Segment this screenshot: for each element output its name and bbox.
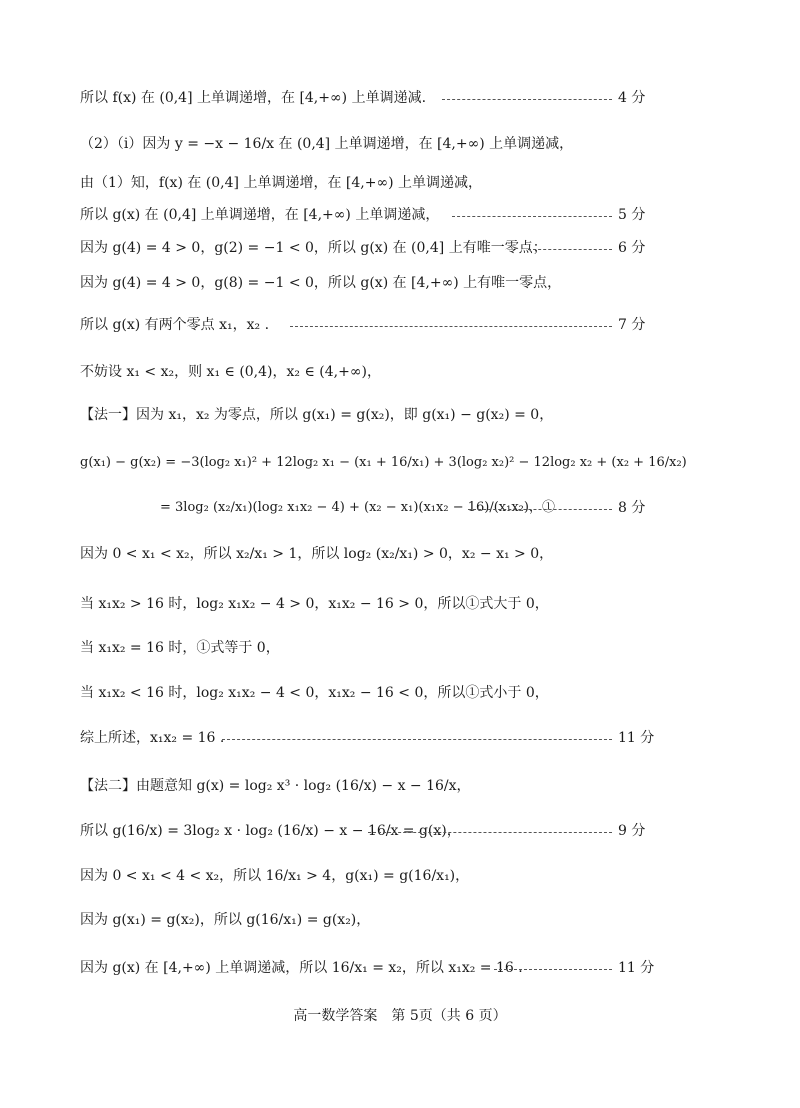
score-label-5: 6 分 [618, 240, 646, 256]
score-leader-18 [368, 832, 612, 833]
solution-line-11: = 3log₂ (x₂/x₁)(log₂ x₁x₂ − 4) + (x₂ − x₁)(x₁x₂ − 16)/(x₁x₂)，① [160, 500, 555, 515]
page-footer: 高一数学答案 第 5页（共 6 页） [293, 1008, 507, 1024]
score-label-21: 11 分 [618, 960, 655, 976]
solution-line-2: （2）（i）因为 y = −x − 16/x 在 (0,4] 上单调递增，在 [4,+∞) 上单调递减， [80, 136, 574, 152]
score-label-4: 5 分 [618, 207, 646, 223]
score-label-11: 8 分 [618, 500, 646, 516]
solution-line-12: 因为 0 < x₁ < x₂，所以 x₂/x₁ > 1，所以 log₂ (x₂/x₁) > 0，x₂ − x₁ > 0， [80, 546, 554, 562]
solution-line-18: 所以 g(16/x) = 3log₂ x · log₂ (16/x) − x − 16/x = g(x)， [80, 823, 461, 839]
score-label-1: 4 分 [618, 90, 646, 106]
score-leader-21 [494, 969, 612, 970]
score-leader-1 [442, 99, 612, 100]
solution-line-10: g(x₁) − g(x₂) = −3(log₂ x₁)² + 12log₂ x₁ − (x₁ + 16/x₁) + 3(log₂ x₂)² − 12log₂ x₂ + (x₂ + 16/x₂) [80, 455, 687, 470]
solution-line-19: 因为 0 < x₁ < 4 < x₂，所以 16/x₁ > 4，g(x₁) = g(16/x₁)， [80, 868, 470, 884]
solution-line-20: 因为 g(x₁) = g(x₂)，所以 g(16/x₁) = g(x₂)， [80, 912, 371, 928]
solution-line-16: 综上所述，x₁x₂ = 16 . [80, 730, 225, 746]
score-leader-5 [528, 249, 612, 250]
solution-line-4: 所以 g(x) 在 (0,4] 上单调递增，在 [4,+∞) 上单调递减， [80, 207, 440, 223]
solution-line-14: 当 x₁x₂ = 16 时，①式等于 0， [80, 640, 280, 656]
solution-line-21: 因为 g(x) 在 [4,+∞) 上单调递减，所以 16/x₁ = x₂，所以 x₁x₂ = 16 . [80, 960, 523, 976]
solution-line-3: 由（1）知，f(x) 在 (0,4] 上单调递增，在 [4,+∞) 上单调递减， [80, 175, 483, 191]
score-leader-4 [452, 216, 612, 217]
score-leader-7 [290, 326, 612, 327]
solution-line-9: 【法一】因为 x₁，x₂ 为零点，所以 g(x₁) = g(x₂)，即 g(x₁) − g(x₂) = 0， [80, 407, 554, 423]
solution-line-1: 所以 f(x) 在 (0,4] 上单调递增，在 [4,+∞) 上单调递减. [80, 90, 427, 106]
solution-line-15: 当 x₁x₂ < 16 时，log₂ x₁x₂ − 4 < 0，x₁x₂ − 16 < 0，所以①式小于 0， [80, 685, 549, 701]
solution-line-6: 因为 g(4) = 4 > 0，g(8) = −1 < 0，所以 g(x) 在 [4,+∞) 上有唯一零点， [80, 275, 562, 291]
score-leader-16 [222, 739, 612, 740]
score-label-16: 11 分 [618, 730, 655, 746]
score-label-18: 9 分 [618, 823, 646, 839]
score-leader-11 [468, 509, 612, 510]
solution-line-7: 所以 g(x) 有两个零点 x₁，x₂ . [80, 317, 270, 333]
solution-line-8: 不妨设 x₁ < x₂，则 x₁ ∈ (0,4)，x₂ ∈ (4,+∞)， [80, 364, 381, 380]
solution-line-17: 【法二】由题意知 g(x) = log₂ x³ · log₂ (16/x) − x − 16/x， [80, 778, 471, 794]
solution-line-5: 因为 g(4) = 4 > 0，g(2) = −1 < 0，所以 g(x) 在 (0,4] 上有唯一零点； [80, 240, 547, 256]
solution-line-13: 当 x₁x₂ > 16 时，log₂ x₁x₂ − 4 > 0，x₁x₂ − 16 > 0，所以①式大于 0， [80, 596, 549, 612]
score-label-7: 7 分 [618, 317, 646, 333]
